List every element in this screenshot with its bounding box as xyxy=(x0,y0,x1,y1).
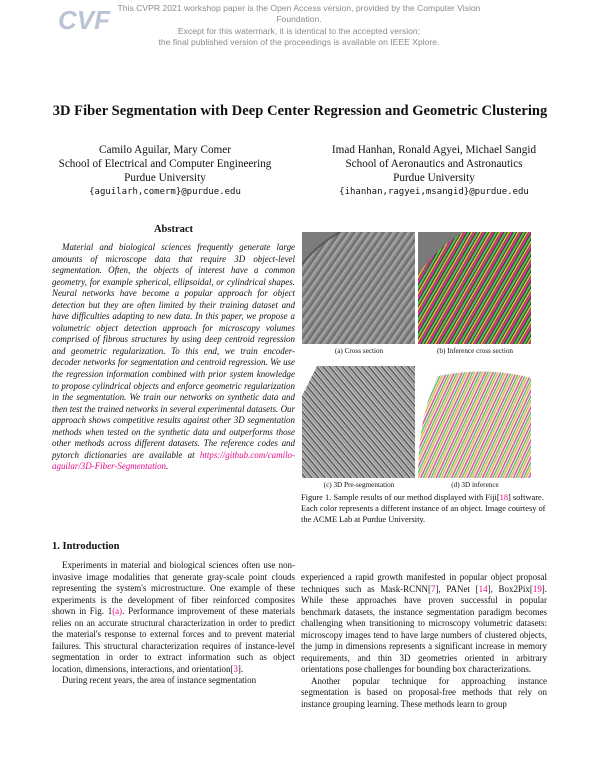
right-p1-a: experienced a rapid growth manifested in popular object proposal techniques such as Mask-RCNN[ xyxy=(301,572,547,594)
affiliation-right: School of Aeronautics and Astronautics xyxy=(345,158,523,170)
right-p1-d: ]. While these approaches have proven successful in popular benchmark datasets, the instance segmentation paradigm becomes challenging when transitioning to microscopy volumetric datasets: microscopy images tend to have large numbers of clustered objects, the jump in dimensions represents a significant increase in memory requirements, and thin 3D geometries oriented in arbitrary orientations pose challenges for bounding box characterizations. xyxy=(301,583,547,675)
right-p1-b: ], PANet [ xyxy=(435,583,479,594)
abstract-heading: Abstract xyxy=(153,224,194,235)
intro-paragraph-1 xyxy=(52,560,295,675)
figure-caption-pre: Figure 1. Sample results of our method displayed with Fiji[ xyxy=(301,493,500,502)
watermark-text xyxy=(114,3,484,49)
intro-paragraph-2: During recent years, the area of instance segmentation xyxy=(62,675,257,686)
figure-d-3d-inference xyxy=(418,366,531,478)
intro-body xyxy=(52,560,295,687)
affiliation-left: School of Electrical and Computer Engineering xyxy=(58,158,272,170)
watermark-line-2: Except for this watermark, it is identical to the accepted version; xyxy=(177,25,421,36)
institution-left: Purdue University xyxy=(124,172,206,184)
cite-19[interactable]: 19 xyxy=(532,583,542,594)
figure-b-inference-cross-section xyxy=(418,232,531,344)
cvf-logo xyxy=(56,4,112,34)
author-block-left xyxy=(30,143,300,199)
author-names-left: Camilo Aguilar, Mary Comer xyxy=(99,144,231,156)
subcaption-b: (b) Inference cross section xyxy=(436,347,514,355)
figure-caption xyxy=(301,493,547,525)
figure-caption-ref[interactable]: 18 xyxy=(499,493,509,502)
figure-a-cross-section xyxy=(302,232,415,344)
figure-caption-post: ] software. Each color represents a different instance of an object. Image courtesy of the ACME Lab at Purdue University. xyxy=(301,493,546,524)
author-names-right: Imad Hanhan, Ronald Agyei, Michael Sangid xyxy=(331,144,537,156)
figure-c-3d-pre-segmentation xyxy=(302,366,415,478)
right-paragraph-1 xyxy=(301,572,547,676)
institution-right: Purdue University xyxy=(393,172,475,184)
email-left: {aguilarh,comerm}@purdue.edu xyxy=(89,187,241,197)
intro-p1-mid: . Performance improvement of these materials relies on an accurate structural characterization in order to predict the material's response to external forces and to prevent material failures. This structural characterization requires of instance-level segmentation in order to extract information such as object location, dimensions, interactions, and orientation[ xyxy=(52,606,295,674)
email-right: {ihanhan,ragyei,msangid}@purdue.edu xyxy=(339,187,529,197)
abstract-end: . xyxy=(166,461,169,472)
subcaption-c: (c) 3D Pre-segmentation xyxy=(323,481,395,489)
intro-p1-end: ]. xyxy=(237,663,244,674)
section-heading-introduction: 1. Introduction xyxy=(52,541,120,552)
intro-fig-ref[interactable]: (a) xyxy=(112,606,123,617)
right-p1-c: ], Box2Pix[ xyxy=(487,583,533,594)
right-paragraph-2: Another popular technique for approaching instance segmentation is based on proposal-free methods that rely on instance grouping learning. These methods learn to group xyxy=(301,675,547,710)
watermark-line-3: the final published version of the proceedings is available on IEEE Xplore. xyxy=(158,37,440,48)
intro-cite-3[interactable]: 3 xyxy=(233,663,238,674)
right-column-body xyxy=(301,572,547,711)
paper-title: 3D Fiber Segmentation with Deep Center Regression and Geometric Clustering xyxy=(52,103,548,119)
cite-14[interactable]: 14 xyxy=(478,583,488,594)
subcaption-d: (d) 3D inference xyxy=(451,481,499,489)
abstract-body xyxy=(52,242,295,473)
svg-text:CVF: CVF xyxy=(58,5,110,34)
author-block-right xyxy=(299,143,569,199)
abstract-text: Material and biological sciences frequently generate large amounts of microscope data that require 3D object-level segmentation. Often, the objects of interest have a common geometry, for example spherical, ellipsoidal, or cylindrical shapes. Neural networks have become a popular approach for object detection but they are often limited by their training dataset and have difficulties adapting to new data. In this paper, we propose a volumetric object detection approach for microscopy volumes comprised of fibrous structures by using deep centroid regression and geometric regularization. To this end, we train encoder-decoder networks for segmentation and centroid regression. We use the regression information combined with prior system knowledge to propose cylindrical objects and enforce geometric regularization in the segmentation. We train our networks on synthetic data and then test the trained networks in several experimental datasets. Our approach shows competitive results against other 3D segmentation methods when tested on the synthetic data and outperforms those other methods across different datasets. The reference codes and pytorch dictionaries are available at xyxy=(52,242,295,460)
subcaption-a: (a) Cross section xyxy=(334,347,384,355)
cvf-logo-icon xyxy=(56,4,112,34)
watermark-line-1: This CVPR 2021 workshop paper is the Open Access version, provided by the Computer Vision Foundation. xyxy=(117,3,481,25)
code-link[interactable]: https://github.com/camilo-aguilar/3D-Fiber-Segmentation xyxy=(52,449,295,472)
cite-7[interactable]: 7 xyxy=(430,583,436,594)
intro-p1-text: Experiments in material and biological sciences often use non-invasive image modalities that generate gray-scale point clouds representing the system's microstructure. One example of these experiments is the development of fiber reinforced composites shown in Fig. 1 xyxy=(52,560,295,617)
